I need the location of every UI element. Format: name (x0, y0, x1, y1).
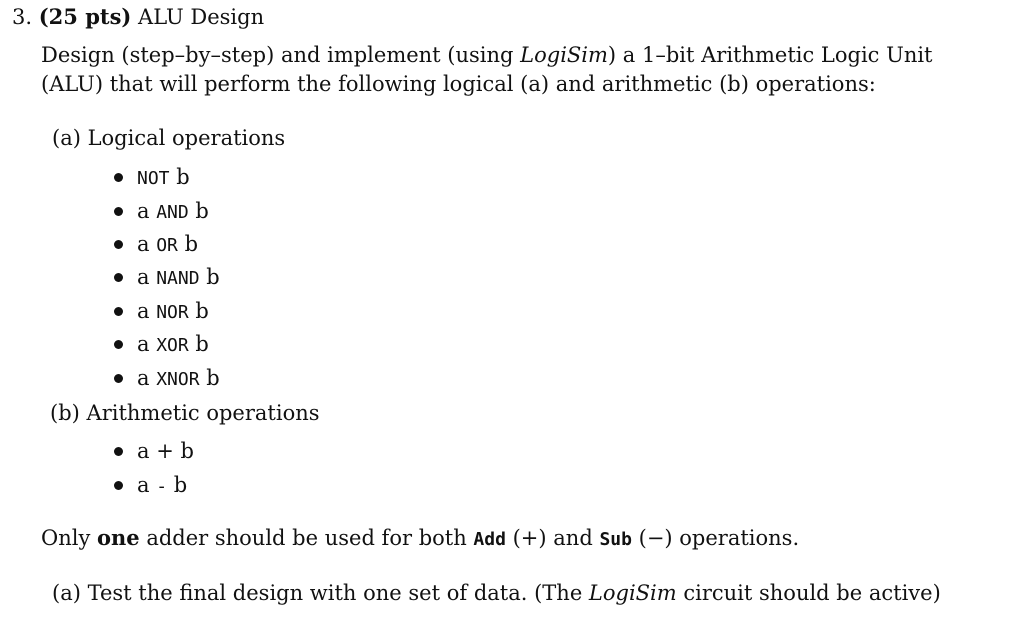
bullet-icon (114, 273, 123, 282)
note-text: (−) operations. (631, 526, 800, 550)
operand-text: a (137, 299, 157, 323)
bullet-icon (114, 374, 123, 383)
logical-heading (52, 124, 285, 152)
list-item (137, 230, 198, 260)
list-item (137, 330, 209, 360)
operand-text: a (137, 265, 157, 289)
bullet-icon (114, 447, 123, 456)
operand-text: a (137, 332, 157, 356)
task-item (52, 579, 941, 607)
intro-text: Design (step–by–step) and implement (using (41, 43, 521, 67)
list-item (137, 163, 190, 193)
list-item (137, 263, 220, 293)
add-keyword: Add (473, 529, 506, 550)
bullet-icon (114, 207, 123, 216)
operator-keyword: OR (156, 235, 178, 256)
list-item (137, 364, 220, 394)
operand-text: a (137, 366, 157, 390)
tool-name: LogiSim (520, 43, 608, 67)
adder-note (41, 524, 799, 554)
note-text: Only (41, 526, 97, 550)
operand-text: b (199, 265, 220, 289)
operand-text: a (137, 232, 157, 256)
operator-keyword: - (156, 476, 168, 497)
bullet-icon (114, 340, 123, 349)
operator-keyword: NOR (156, 302, 189, 323)
operand-text: b (188, 332, 209, 356)
problem-number: 3. (12, 5, 33, 29)
note-text: (+) and (505, 526, 600, 550)
intro-line-1 (41, 41, 933, 69)
note-text: adder should be used for both (139, 526, 474, 550)
operand-text: b (167, 473, 188, 497)
operand-text: b (177, 232, 199, 256)
operand-text: b (199, 366, 220, 390)
note-emphasis: one (97, 525, 140, 550)
problem-title: ALU Design (138, 5, 265, 29)
intro-text: (ALU) that will perform the following logical (a) and arithmetic (b) operations: (41, 72, 876, 96)
problem-header (12, 3, 264, 31)
list-item (137, 471, 187, 501)
tool-name: LogiSim (588, 581, 677, 605)
list-item (137, 297, 209, 327)
enum-label: (a) (52, 126, 81, 150)
section-heading: Logical operations (87, 126, 286, 150)
operand-text: a (137, 473, 157, 497)
sub-keyword: Sub (599, 529, 632, 550)
bullet-icon (114, 481, 123, 490)
operator-keyword: NAND (156, 268, 200, 289)
operand-text: b (188, 299, 209, 323)
list-item (137, 437, 194, 467)
enum-label: (a) (52, 581, 81, 605)
bullet-icon (114, 240, 123, 249)
operand-text: b (188, 199, 209, 223)
operand-text: a + b (137, 439, 194, 463)
arithmetic-heading (50, 399, 320, 427)
problem-points: (25 pts) (38, 4, 132, 29)
operator-keyword: XOR (156, 335, 189, 356)
bullet-icon (114, 307, 123, 316)
operator-keyword: NOT (137, 168, 170, 189)
list-item (137, 197, 209, 227)
intro-line-2 (41, 70, 876, 98)
task-text: Test the final design with one set of data. (The (87, 581, 589, 605)
intro-text: ) a 1–bit Arithmetic Logic Unit (607, 43, 933, 67)
task-text: circuit should be active) (676, 581, 941, 605)
operand-text: b (169, 165, 190, 189)
operator-keyword: AND (156, 202, 189, 223)
enum-label: (b) (50, 401, 80, 425)
operator-keyword: XNOR (156, 369, 200, 390)
section-heading: Arithmetic operations (86, 401, 320, 425)
operand-text: a (137, 199, 157, 223)
bullet-icon (114, 173, 123, 182)
